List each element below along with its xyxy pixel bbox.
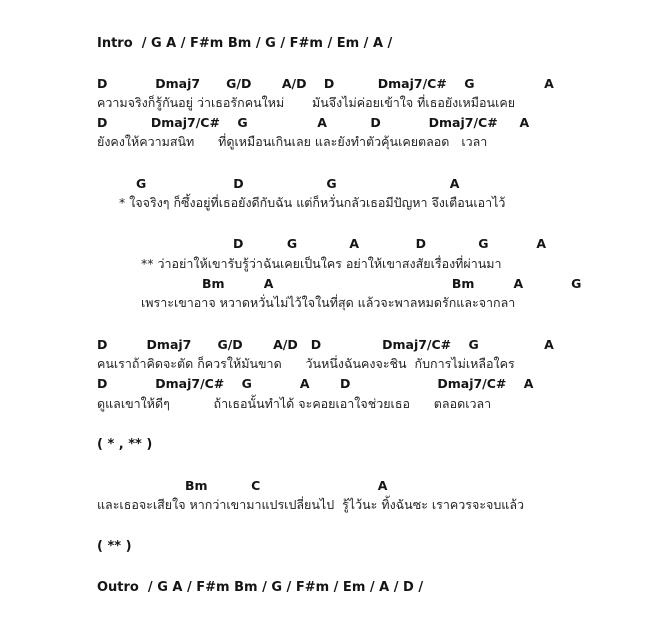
verse2-chords-1: D Dmaj7 G/D A/D D Dmaj7/C# G A: [97, 337, 554, 352]
verse1-chords-1: D Dmaj7 G/D A/D D Dmaj7/C# G A: [97, 76, 554, 91]
repeat-marker-2: ( ** ): [97, 539, 132, 554]
chorus2-lyric-1: ** ว่าอย่าให้เขารับรู้ว่าฉันเคยเป็นใคร อย่าให้เขาสงสัยเรื่องที่ผ่านมา: [141, 256, 502, 271]
verse1-chords-2: D Dmaj7/C# G A D Dmaj7/C# A: [97, 115, 530, 130]
chorus1-chords: G D G A: [136, 176, 460, 191]
bridge-chords: Bm C A: [185, 478, 388, 493]
verse2-lyric-2: ดูแลเขาให้ดีๆ ถ้าเธอนั้นทำได้ จะคอยเอาใจช่วยเธอ ตลอดเวลา: [97, 396, 492, 411]
chorus2-lyric-2: เพราะเขาอาจ หวาดหวั่นไม่ไว้ใจในที่สุด แล้วจะพาลหมดรักและจากลา: [141, 295, 516, 310]
repeat-marker-1: ( * , ** ): [97, 437, 153, 452]
verse2-chords-2: D Dmaj7/C# G A D Dmaj7/C# A: [97, 376, 534, 391]
outro-line: Outro / G A / F#m Bm / G / F#m / Em / A / D /: [97, 580, 424, 595]
verse1-lyric-2: ยังคงให้ความสนิท ที่ดูเหมือนเกินเลย และยังทำตัวคุ้นเคยตลอด เวลา: [97, 134, 488, 149]
bridge-lyric: และเธอจะเสียใจ หากว่าเขามาแปรเปลี่ยนไป รู้ไว้นะ ทิ้งฉันซะ เราควรจะจบแล้ว: [97, 497, 525, 512]
chorus2-chords-2: Bm A Bm A G: [202, 276, 582, 291]
chorus2-chords-1: D G A D G A: [233, 236, 547, 251]
verse1-lyric-1: ความจริงก็รู้กันอยู่ ว่าเธอรักคนใหม่ มันจึงไม่ค่อยเข้าใจ ที่เธอยังเหมือนเคย: [97, 95, 516, 110]
intro-line: Intro / G A / F#m Bm / G / F#m / Em / A /: [97, 36, 393, 51]
verse2-lyric-1: คนเราถ้าคิดจะตัด ก็ควรให้มันขาด วันหนึ่งฉันคงจะชิน กับการไม่เหลือใคร: [97, 356, 515, 371]
chorus1-lyric: * ใจจริงๆ ก็ซึ้งอยู่ที่เธอยังดีกับฉัน แต่ก็หวั่นกลัวเธอมีปัญหา จึงเตือนเอาไว้: [119, 195, 506, 210]
